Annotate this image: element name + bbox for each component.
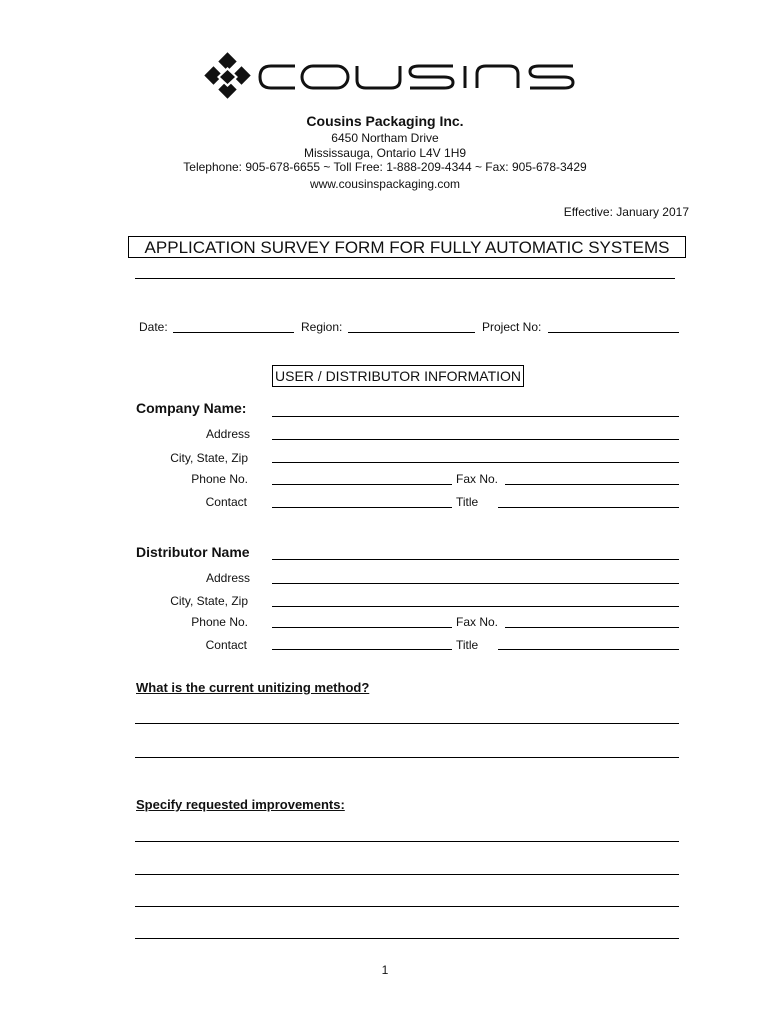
distributor-name-heading: Distributor Name [136, 544, 250, 560]
company-name-heading: Company Name: [136, 400, 247, 416]
project-label: Project No: [482, 320, 542, 334]
improvements-question: Specify requested improvements: [136, 797, 345, 812]
date-field[interactable] [173, 332, 294, 333]
user-fax-label: Fax No. [456, 472, 499, 486]
user-phone-label: Phone No. [191, 472, 248, 486]
title-divider [135, 278, 675, 279]
region-field[interactable] [348, 332, 475, 333]
unitizing-question: What is the current unitizing method? [136, 680, 370, 695]
effective-date: Effective: January 2017 [563, 205, 689, 219]
distributor-contact-field[interactable] [272, 649, 452, 650]
user-title-field[interactable] [498, 507, 679, 508]
distributor-address-label: Address [205, 571, 250, 585]
company-website[interactable]: www.cousinspackaging.com [309, 177, 461, 191]
improvements-answer-line-2[interactable] [135, 874, 679, 875]
form-title: APPLICATION SURVEY FORM FOR FULLY AUTOMATIC SYSTEMS [128, 236, 686, 258]
distributor-fax-field[interactable] [505, 627, 679, 628]
user-title-label: Title [456, 495, 479, 509]
user-city-field[interactable] [272, 462, 679, 463]
improvements-answer-line-4[interactable] [135, 938, 679, 939]
company-phones: Telephone: 905-678-6655 ~ Toll Free: 1-888-209-4344 ~ Fax: 905-678-3429 [183, 160, 587, 174]
company-street: 6450 Northam Drive [331, 131, 439, 145]
distributor-name-field[interactable] [272, 559, 679, 560]
distributor-phone-label: Phone No. [191, 615, 248, 629]
project-number-field[interactable] [548, 332, 679, 333]
improvements-answer-line-3[interactable] [135, 906, 679, 907]
distributor-city-label: City, State, Zip [170, 594, 248, 608]
region-label: Region: [301, 320, 343, 334]
section-title: USER / DISTRIBUTOR INFORMATION [272, 365, 524, 387]
company-name: Cousins Packaging Inc. [306, 113, 464, 129]
user-city-label: City, State, Zip [170, 451, 248, 465]
distributor-title-field[interactable] [498, 649, 679, 650]
distributor-fax-label: Fax No. [456, 615, 499, 629]
unitizing-answer-line-2[interactable] [135, 757, 679, 758]
user-address-label: Address [205, 427, 250, 441]
distributor-address-field[interactable] [272, 583, 679, 584]
page-number: 1 [381, 963, 389, 977]
unitizing-answer-line-1[interactable] [135, 723, 679, 724]
user-contact-label: Contact [205, 495, 247, 509]
cousins-logo [203, 52, 613, 110]
improvements-answer-line-1[interactable] [135, 841, 679, 842]
user-fax-field[interactable] [505, 484, 679, 485]
logo-diamond-icon [203, 52, 613, 110]
user-phone-field[interactable] [272, 484, 452, 485]
company-name-field[interactable] [272, 416, 679, 417]
user-address-field[interactable] [272, 439, 679, 440]
distributor-title-label: Title [456, 638, 479, 652]
company-city: Mississauga, Ontario L4V 1H9 [303, 146, 467, 160]
distributor-phone-field[interactable] [272, 627, 452, 628]
user-contact-field[interactable] [272, 507, 452, 508]
distributor-contact-label: Contact [205, 638, 247, 652]
date-label: Date: [139, 320, 168, 334]
distributor-city-field[interactable] [272, 606, 679, 607]
